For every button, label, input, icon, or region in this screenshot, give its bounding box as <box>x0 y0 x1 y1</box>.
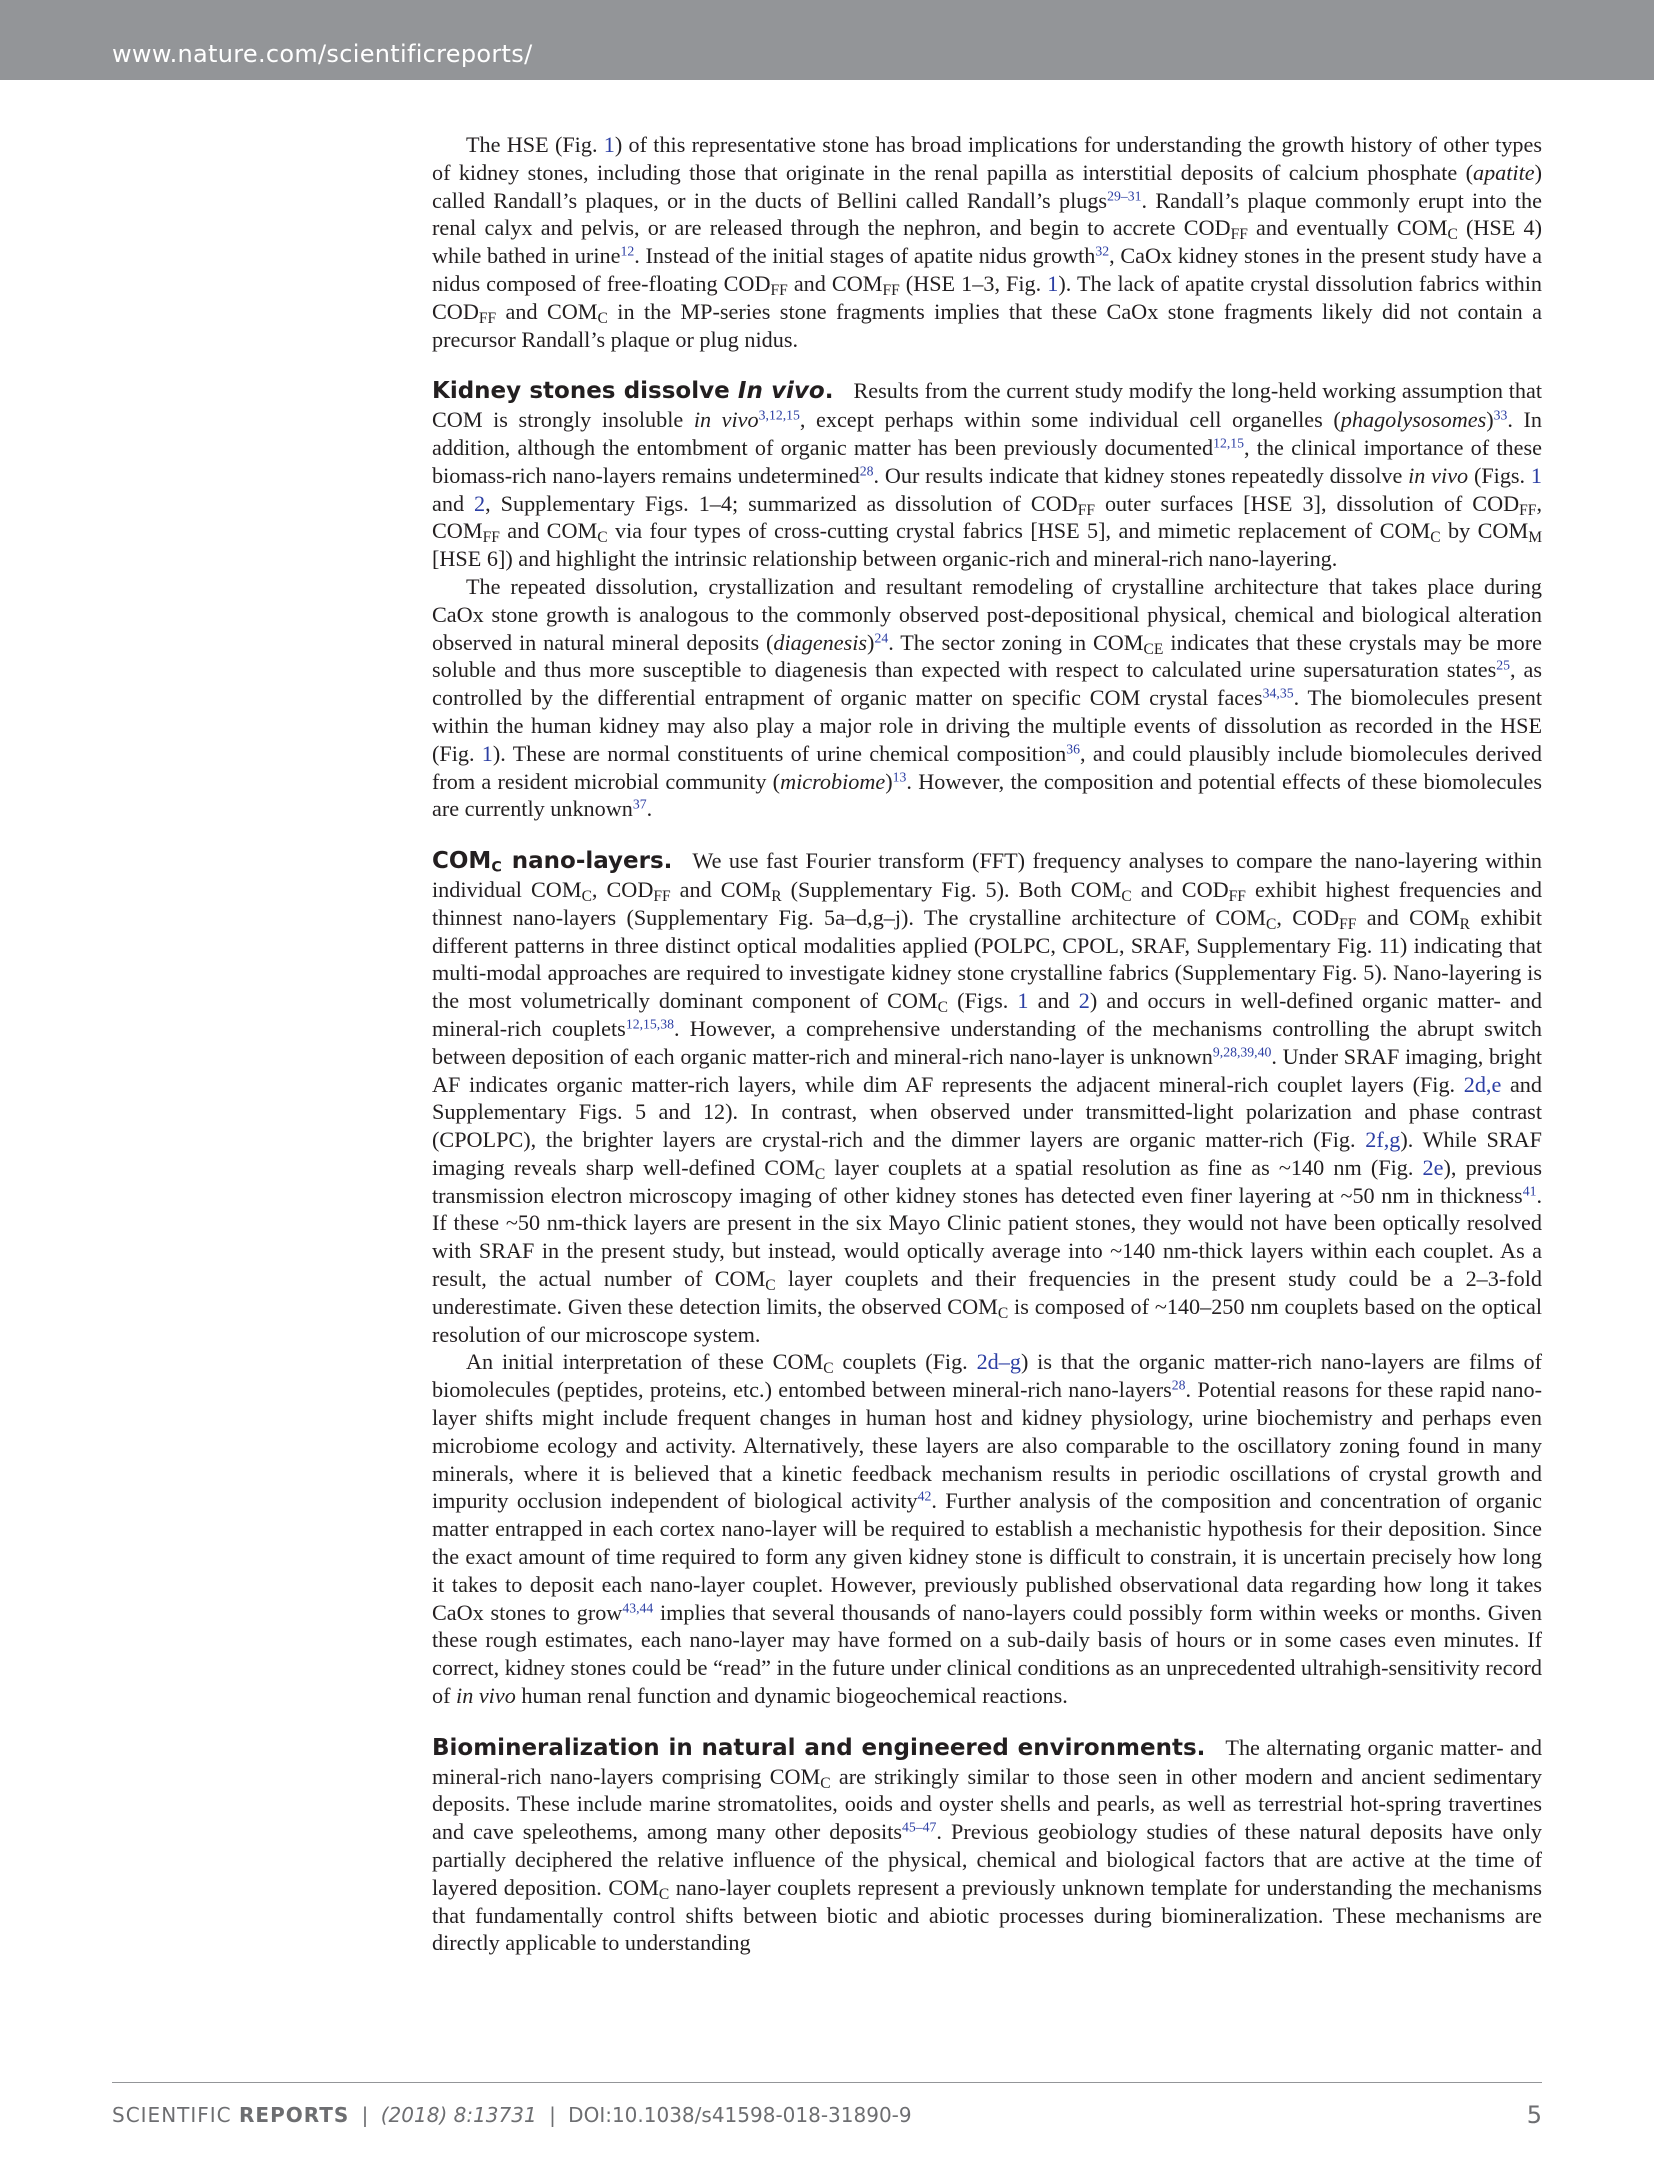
section-biomineralization <box>432 1734 1542 1957</box>
page-header <box>0 0 1654 80</box>
section-heading: Kidney stones dissolve In vivo. <box>432 378 834 405</box>
footer-divider <box>112 2082 1542 2083</box>
section-kidney-stones-dissolve <box>432 377 1542 823</box>
article-body <box>432 131 1542 1957</box>
section-heading: Biomineralization in natural and engineered environments. <box>432 1734 1206 1761</box>
paragraph: The repeated dissolution, crystallization and resultant remodeling of crystalline architecture that takes place during CaOx stone growth is analogous to the commonly observed post-depositional physical, chemical and biological alteration observed in natural mineral deposits (diagenesis)$^{24}$. The sector zoning in $COM_{CE}$ indicates that these crystals may be more soluble and thus more susceptible to diagenesis than expected with respect to calculated urine supersaturation states$^{25}$, as controlled by the differential entrapment of organic matter on specific COM crystal faces$^{34,35}$. The biomolecules present within the human kidney may also play a major role in driving the multiple events of dissolution as recorded in the HSE (Fig. 1). These are normal constituents of urine chemical composition$^{36}$, and could plausibly include biomolecules derived from a resident microbial community (microbiome)$^{13}$. However, the composition and potential effects of these biomolecules are currently unknown$^{37}$. <box>432 573 1543 822</box>
page-number: 5 <box>1526 2101 1542 2129</box>
paragraph: $COM_C$ nano-layers. We use fast Fourier transform (FFT) frequency analyses to compare the nano-layering within individual $COM_C$, $COD_{FF}$ and $COM_R$ (Supplementary Fig. 5). Both $COM_C$ and $COD_{FF}$ exhibit highest frequencies and thinnest nano-layers (Supplementary Fig. 5a–d,g–j). The crystalline architecture of $COM_C$, $COD_{FF}$ and $COM_R$ exhibit different patterns in three distinct optical modalities applied (POLPC, CPOL, SRAF, Supplementary Fig. 11) indicating that multi-modal approaches are required to investigate kidney stone crystalline fabrics (Supplementary Fig. 5). Nano-layering is the most volumetrically dominant component of $COM_C$ (Figs. 1 and 2) and occurs in well-defined organic matter- and mineral-rich couplets$^{12,15,38}$. However, a comprehensive understanding of the mechanisms controlling the abrupt switch between deposition of each organic matter-rich and mineral-rich nano-layer is unknown$^{9,28,39,40}$. Under SRAF imaging, bright AF indicates organic matter-rich layers, while dim AF represents the adjacent mineral-rich couplet layers (Fig. 2d,e and Supplementary Figs. 5 and 12). In contrast, when observed under transmitted-light polarization and phase contrast (CPOLPC), the brighter layers are crystal-rich and the dimmer layers are organic matter-rich (Fig. 2f,g). While SRAF imaging reveals sharp well-defined $COM_C$ layer couplets at a spatial resolution as fine as ~140 nm (Fig. 2e), previous transmission electron microscopy imaging of other kidney stones has detected even finer layering at ~50 nm in thickness$^{41}$. If these ~50 nm-thick layers are present in the six Mayo Clinic patient stones, they would not have been optically resolved with SRAF in the present study, but instead, would optically average into ~140 nm-thick layers within each couplet. As a result, the actual number of $COM_C$ layer couplets and their frequencies in the present study could be a 2–3-fold underestimate. Given these detection limits, the observed $COM_C$ is composed of ~140–250 nm couplets based on the optical resolution of our microscope system. <box>432 848 1543 1347</box>
paragraph: Kidney stones dissolve In vivo. Results from the current study modify the long-held working assumption that COM is strongly insoluble in vivo$^{3,12,15}$, except perhaps within some individual cell organelles (phagolysosomes)$^{33}$. In addition, although the entombment of organic matter has been previously documented$^{12,15}$, the clinical importance of these biomass-rich nano-layers remains undetermined$^{28}$. Our results indicate that kidney stones repeatedly dissolve in vivo (Figs. 1 and 2, Supplementary Figs. 1–4; summarized as dissolution of $COD_{FF}$ outer surfaces [HSE 3], dissolution of $COD_{FF}$, $COM_{FF}$ and $COM_C$ via four types of cross-cutting crystal fabrics [HSE 5], and mimetic replacement of $COM_C$ by $COM_M$ [HSE 6]) and highlight the intrinsic relationship between organic-rich and mineral-rich nano-layering. <box>432 378 1543 572</box>
footer-separator: | <box>549 2103 556 2127</box>
section-heading: $COM_C$ nano-layers. <box>432 848 673 876</box>
volume-info: (2018) 8:13731 <box>380 2103 537 2127</box>
journal-url[interactable]: www.nature.com/scientificreports/ <box>112 40 533 68</box>
journal-name: SCIENTIFIC REPORTS <box>112 2103 350 2127</box>
section-hse-implications <box>432 131 1542 353</box>
paragraph: An initial interpretation of these $COM_C$ couplets (Fig. 2d–g) is that the organic matter-rich nano-layers are films of biomolecules (peptides, proteins, etc.) entombed between mineral-rich nano-layers$^{28}$. Potential reasons for these rapid nano-layer shifts might include frequent changes in human host and kidney physiology, urine biochemistry and perhaps even microbiome ecology and activity. Alternatively, these layers are also comparable to the oscillatory zoning found in many minerals, where it is believed that a kinetic feedback mechanism results in periodic oscillations of crystal growth and impurity occlusion independent of biological activity$^{42}$. Further analysis of the composition and concentration of organic matter entrapped in each cortex nano-layer will be required to establish a mechanistic hypothesis for their deposition. Since the exact amount of time required to form any given kidney stone is difficult to constrain, it is uncertain precisely how long it takes to deposit each nano-layer couplet. However, previously published observational data regarding how long it takes CaOx stones to grow$^{43,44}$ implies that several thousands of nano-layers could possibly form within weeks or months. Given these rough estimates, each nano-layer may have formed on a sub-daily basis of hours or in some cases even minutes. If correct, kidney stones could be “read” in the future under clinical conditions as an unprecedented ultrahigh-sensitivity record of in vivo human renal function and dynamic biogeochemical reactions. <box>432 1349 1542 1709</box>
footer-separator: | <box>361 2103 369 2127</box>
page-footer <box>112 2100 1542 2130</box>
section-comc-nano-layers <box>432 847 1542 1710</box>
paragraph: The HSE (Fig. 1) of this representative stone has broad implications for understanding the growth history of other types of kidney stones, including those that originate in the renal papilla as interstitial deposits of calcium phosphate (apatite) called Randall’s plaques, or in the ducts of Bellini called Randall’s plugs$^{29-31}$. Randall’s plaque commonly erupt into the renal calyx and pelvis, or are released through the nephron, and begin to accrete $COD_{FF}$ and eventually $COM_C$ (HSE 4) while bathed in urine$^{12}$. Instead of the initial stages of apatite nidus growth$^{32}$, CaOx kidney stones in the present study have a nidus composed of free-floating $COD_{FF}$ and $COM_{FF}$ (HSE 1–3, Fig. 1). The lack of apatite crystal dissolution fabrics within $COD_{FF}$ and $COM_C$ in the MP-series stone fragments implies that these CaOx stone fragments likely did not contain a precursor Randall’s plaque or plug nidus. <box>432 132 1543 352</box>
paragraph: Biomineralization in natural and engineered environments. The alternating organic matter- and mineral-rich nano-layers comprising $COM_C$ are strikingly similar to those seen in other modern and ancient sedimentary deposits. These include marine stromatolites, ooids and oyster shells and pearls, as well as terrestrial hot-spring travertines and cave speleothems, among many other deposits$^{45-47}$. Previous geobiology studies of these natural deposits have only partially deciphered the relative influence of the physical, chemical and biological factors that are active at the time of layered deposition. $COM_C$ nano-layer couplets represent a previously unknown template for understanding the mechanisms that fundamentally control shifts between biotic and abiotic processes during biomineralization. These mechanisms are directly applicable to understanding <box>432 1734 1543 1956</box>
doi[interactable]: DOI:10.1038/s41598-018-31890-9 <box>568 2103 912 2127</box>
